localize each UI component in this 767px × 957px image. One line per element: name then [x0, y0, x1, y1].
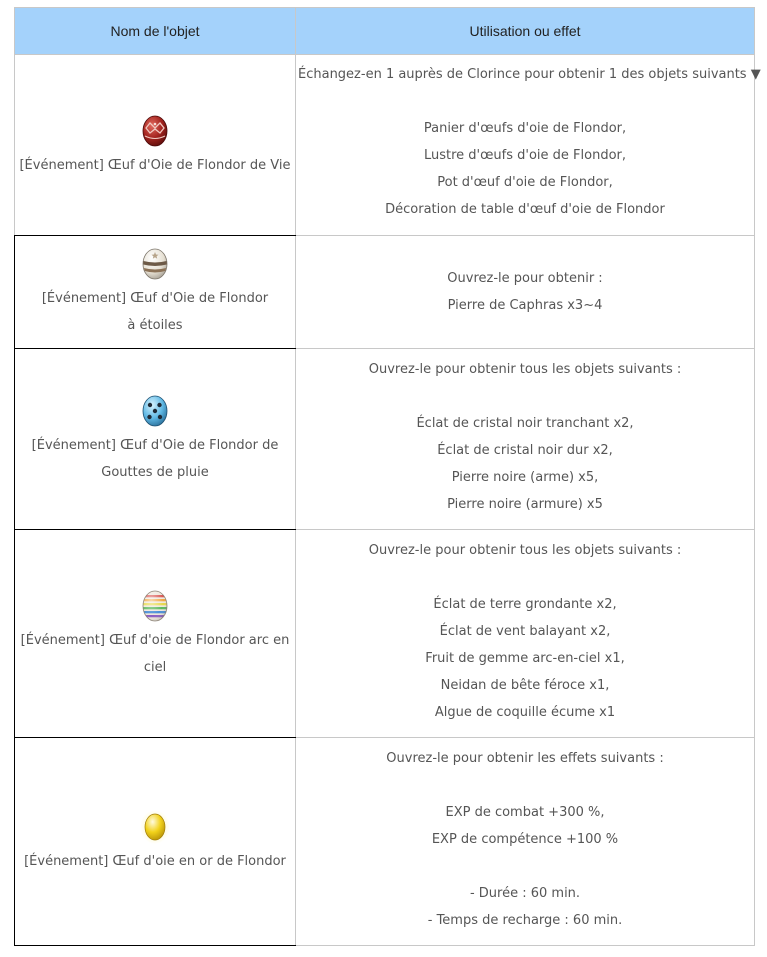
blue-dotted-egg-icon	[17, 392, 293, 430]
table-row	[15, 236, 755, 349]
effect-line: Panier d'œufs d'oie de Flondor,	[423, 121, 627, 136]
item-name: [Événement] Œuf d'Oie de Flondor à étoiles	[41, 291, 269, 333]
table-row	[15, 530, 755, 738]
striped-star-egg-icon	[17, 245, 293, 283]
red-egg-icon	[17, 112, 293, 150]
header-item-name: Nom de l'objet	[15, 8, 296, 55]
effect-line: EXP de combat +300 %,	[445, 805, 605, 820]
effect-line: Échangez-en 1 auprès de Clorince pour obtenir 1 des objets suivants ▼	[298, 67, 761, 82]
item-name-cell	[15, 738, 296, 946]
effect-line: Fruit de gemme arc-en-ciel x1,	[425, 651, 625, 666]
item-name-cell	[15, 530, 296, 738]
table-row	[15, 55, 755, 236]
effect-cell	[296, 738, 755, 946]
item-name: [Événement] Œuf d'Oie de Flondor de Gouttes de pluie	[31, 438, 279, 480]
effect-line: Pierre de Caphras x3~4	[447, 298, 603, 313]
table-row	[15, 738, 755, 946]
effect-cell	[296, 349, 755, 530]
rainbow-egg-icon	[17, 587, 293, 625]
effect-line: Algue de coquille écume x1	[434, 705, 616, 720]
effect-line: - Temps de recharge : 60 min.	[427, 913, 623, 928]
effect-line: Pierre noire (arme) x5,	[451, 470, 599, 485]
effect-line: Ouvrez-le pour obtenir les effets suivants :	[386, 751, 664, 766]
effect-line: Éclat de terre grondante x2,	[433, 597, 617, 612]
table-header-row	[15, 8, 755, 55]
effect-line: - Durée : 60 min.	[469, 886, 581, 901]
effect-line: Pierre noire (armure) x5	[447, 497, 603, 512]
header-usage-effect: Utilisation ou effet	[296, 8, 755, 55]
golden-egg-icon	[17, 808, 293, 846]
item-name-cell	[15, 55, 296, 236]
effect-line: Pot d'œuf d'oie de Flondor,	[437, 175, 613, 190]
effect-line: Ouvrez-le pour obtenir tous les objets suivants :	[368, 362, 682, 377]
effect-line: Lustre d'œufs d'oie de Flondor,	[423, 148, 627, 163]
effect-line: Éclat de vent balayant x2,	[439, 624, 611, 639]
item-name: [Événement] Œuf d'Oie de Flondor de Vie	[19, 157, 291, 173]
table-row	[15, 349, 755, 530]
item-name: [Événement] Œuf d'oie de Flondor arc en ciel	[20, 632, 290, 675]
effect-line: Décoration de table d'œuf d'oie de Flondor	[385, 202, 665, 217]
items-table	[14, 7, 761, 946]
effect-line: Éclat de cristal noir tranchant x2,	[416, 416, 634, 431]
effect-cell	[296, 530, 755, 738]
item-name: [Événement] Œuf d'oie en or de Flondor	[24, 854, 286, 869]
effect-line: Ouvrez-le pour obtenir tous les objets suivants :	[368, 543, 682, 558]
item-name-cell	[15, 236, 296, 349]
effect-line: Éclat de cristal noir dur x2,	[437, 443, 613, 458]
effect-line: Neidan de bête féroce x1,	[440, 678, 610, 693]
effect-cell	[296, 236, 755, 349]
effect-cell	[296, 55, 761, 236]
item-name-cell	[15, 349, 296, 530]
effect-line: Ouvrez-le pour obtenir :	[447, 271, 603, 286]
effect-line: EXP de compétence +100 %	[431, 832, 619, 847]
